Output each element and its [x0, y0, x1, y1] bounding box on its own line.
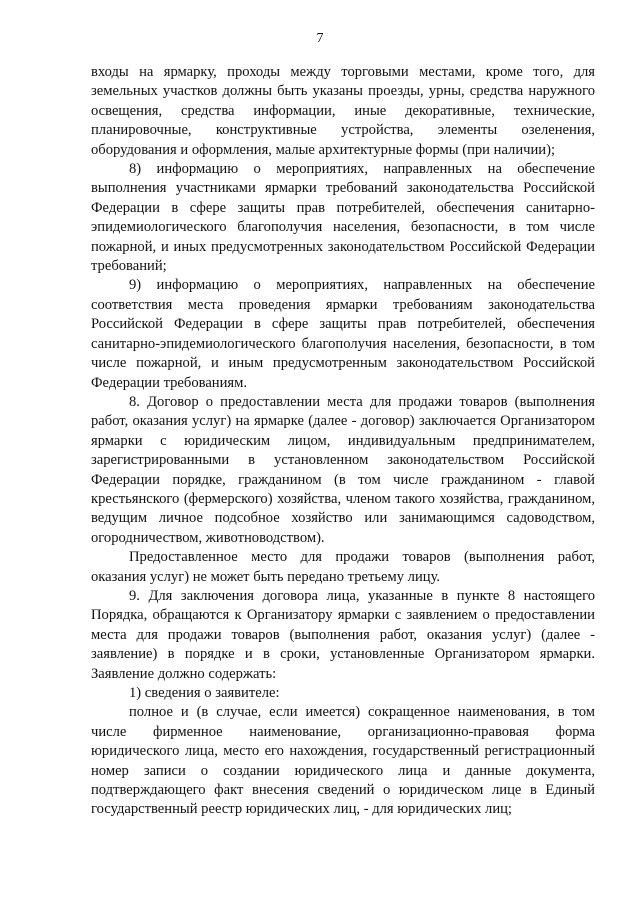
paragraph-continuation-entrances: входы на ярмарку, проходы между торговыми местами, кроме того, для земельных участков должны быть указаны проезды, урны, средства наружного освещения, средства информации, иные декоративные, технические, планировочные, конструктивные устройства, элементы озеленения, оборудования и оформления, малые архитектурные формы (при наличии);: [91, 64, 595, 158]
page-number: 7: [316, 31, 324, 46]
document-body: [91, 63, 595, 820]
paragraph-item-9-venue-compliance: 9) информацию о мероприятиях, направленных на обеспечение соответствия места проведения ярмарки требованиям законодательства Российской Федерации в сфере защиты прав потребителей, обеспечения санитарно-эпидемиологического благополучия населения, безопасности, в том числе пожарной, и иным предусмотренным законодательством Российской Федерации требованиям.: [91, 277, 595, 391]
paragraph-clause-8-contract: 8. Договор о предоставлении места для продажи товаров (выполнения работ, оказания услуг) на ярмарке (далее - договор) заключается Организатором ярмарки с юридическим лицом, индивидуальным предпринимателем, зарегистрированными в установленном законодательством Российской Федерации порядке, гражданином (в том числе гражданином - главой крестьянского (фермерского) хозяйства, членом такого хозяйства, гражданином, ведущим личное подсобное хозяйство или занимающимся садоводством, огородничеством, животноводством).: [91, 393, 595, 546]
paragraph-item-8-consumer-protection: 8) информацию о мероприятиях, направленных на обеспечение выполнения участниками ярмарки требований законодательства Российской Федерации в сфере защиты прав потребителей, обеспечения санитарно-эпидемиологического благополучия населения, безопасности, в том числе пожарной, и иных предусмотренных законодательством Российской Федерации требований;: [91, 161, 595, 275]
paragraph-applicant-info: 1) сведения о заявителе:: [129, 685, 280, 701]
paragraph-no-transfer: Предоставленное место для продажи товаров (выполнения работ, оказания услуг) не может быть передано третьему лицу.: [91, 549, 595, 585]
paragraph-clause-9-application: 9. Для заключения договора лица, указанные в пункте 8 настоящего Порядка, обращаются к Организатору ярмарки с заявлением о предоставлении места для продажи товаров (выполнения работ, оказания услуг) (далее - заявление) в порядке и в сроки, установленные Организатором ярмарки. Заявление должно содержать:: [91, 587, 595, 682]
paragraph-legal-entity-details: полное и (в случае, если имеется) сокращенное наименования, в том числе фирменное наименование, организационно-правовая форма юридического лица, место его нахождения, государственный регистрационный номер записи о создании юридического лица и данные документа, подтверждающего факт внесения сведений о юридическом лице в Единый государственный реестр юридических лиц, - для юридических лиц;: [91, 704, 595, 818]
